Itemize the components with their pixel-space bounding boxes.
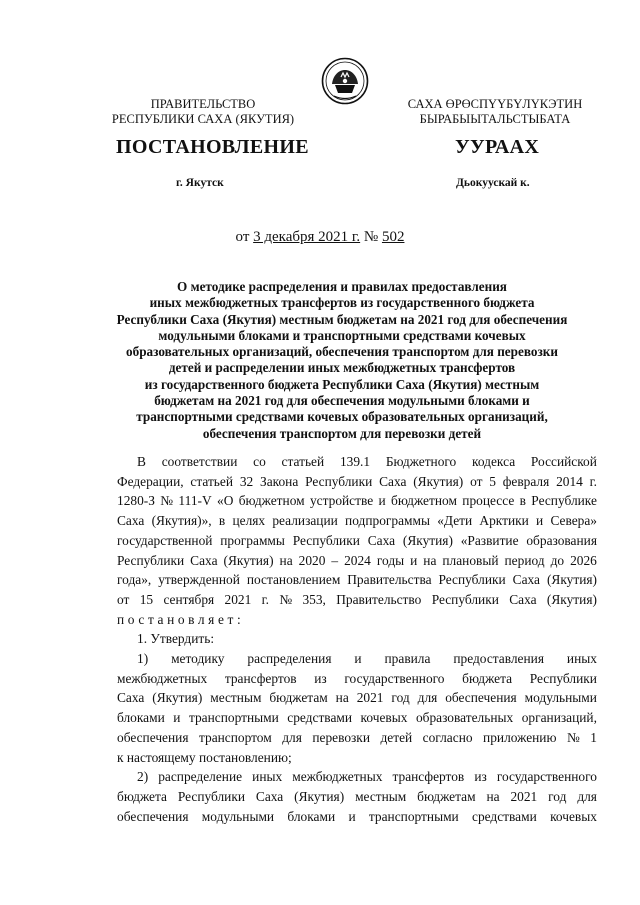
body-line: 1) методику распределения и правила предоставления иных	[137, 651, 597, 667]
body-line: Саха (Якутия)», в целях реализации подпрограммы «Дети Арктики и Севера»	[117, 513, 597, 529]
body-line: Республики Саха (Якутия) на 2020 – 2024 годы и на плановый период до 2026	[117, 552, 597, 568]
body-line: В соответствии со статьей 139.1 Бюджетного кодекса Российской	[137, 454, 597, 469]
body-line: обеспечения модульными блоками и транспортными средствами кочевых	[117, 808, 597, 824]
body-line: года», утвержденной постановлением Правительства Республики Саха (Якутия)	[117, 572, 597, 588]
title-line: обеспечения транспортом для перевозки детей	[202, 425, 482, 441]
body-line: обеспечения транспортом для перевозки детей согласно приложению № 1	[117, 729, 597, 745]
org-name-yakut-line-1: САХА ӨРӨСПҮҮБҮЛҮКЭТИН	[407, 97, 583, 111]
city-yakut: Дьокуускай к.	[456, 177, 530, 189]
document-body	[117, 452, 597, 826]
date-prefix: от	[235, 229, 250, 245]
document-date: 3 декабря 2021 г.	[253, 229, 361, 245]
body-line: блоками и транспортными средствами кочевых образовательных организаций,	[117, 710, 597, 726]
body-line-decree-verb: постановляет:	[117, 611, 245, 627]
city-russian: г. Якутск	[176, 177, 224, 189]
title-line: О методике распределения и правилах предоставления	[177, 279, 507, 294]
org-name-russian	[108, 97, 298, 127]
title-line: образовательных организаций, обеспечения транспортом для перевозки	[126, 344, 558, 360]
body-line: государственной программы Республики Саха (Якутия) «Развитие образования	[117, 532, 597, 548]
body-line: межбюджетных трансфертов из государственного бюджета Республики	[117, 670, 597, 686]
body-line: от 15 сентября 2021 г. № 353, Правительство Республики Саха (Якутия)	[117, 591, 597, 607]
org-name-russian-line-2: РЕСПУБЛИКИ САХА (ЯКУТИЯ)	[111, 112, 295, 126]
title-line: модульными блоками и транспортными средствами кочевых	[158, 327, 526, 343]
document-number: 502	[381, 229, 405, 245]
document-type-russian: ПОСТАНОВЛЕНИЕ	[116, 136, 309, 158]
org-name-yakut-line-2: БЫРАБЫЫТАЛЬСТЫБАТА	[419, 112, 571, 126]
document-title	[90, 279, 594, 442]
number-sign: №	[363, 229, 379, 245]
title-line: иных межбюджетных трансфертов из государственного бюджета	[149, 295, 535, 311]
coat-of-arms-emblem	[321, 57, 369, 105]
title-line: из государственного бюджета Республики Саха (Якутия) местным	[144, 376, 540, 392]
org-name-russian-line-1: ПРАВИТЕЛЬСТВО	[150, 97, 256, 111]
body-line: Саха (Якутия) местным бюджетам на 2021 год для обеспечения модульными	[117, 690, 597, 706]
body-line: к настоящему постановлению;	[117, 749, 292, 765]
document-date-number	[0, 229, 640, 246]
body-line: Федерации, статьей 32 Закона Республики Саха (Якутия) от 5 февраля 2014 г.	[117, 473, 597, 489]
title-line: транспортными средствами кочевых образовательных организаций,	[136, 409, 548, 425]
body-line: бюджета Республики Саха (Якутия) местным бюджетам на 2021 год для	[117, 788, 597, 804]
title-line: бюджетам на 2021 год для обеспечения модульными блоками и	[154, 393, 530, 409]
body-line-approve: 1. Утвердить:	[137, 631, 215, 647]
document-type-yakut: УУРААХ	[455, 136, 540, 158]
title-line: Республики Саха (Якутия) местным бюджетам на 2021 год для обеспечения	[116, 311, 568, 327]
body-line: 2) распределение иных межбюджетных трансфертов из государственного	[137, 769, 597, 785]
title-line: детей и распределении иных межбюджетных трансфертов	[168, 360, 516, 376]
body-line: 1280-З № 111-V «О бюджетном устройстве и бюджетном процессе в Республике	[117, 493, 597, 509]
org-name-yakut	[394, 97, 596, 127]
